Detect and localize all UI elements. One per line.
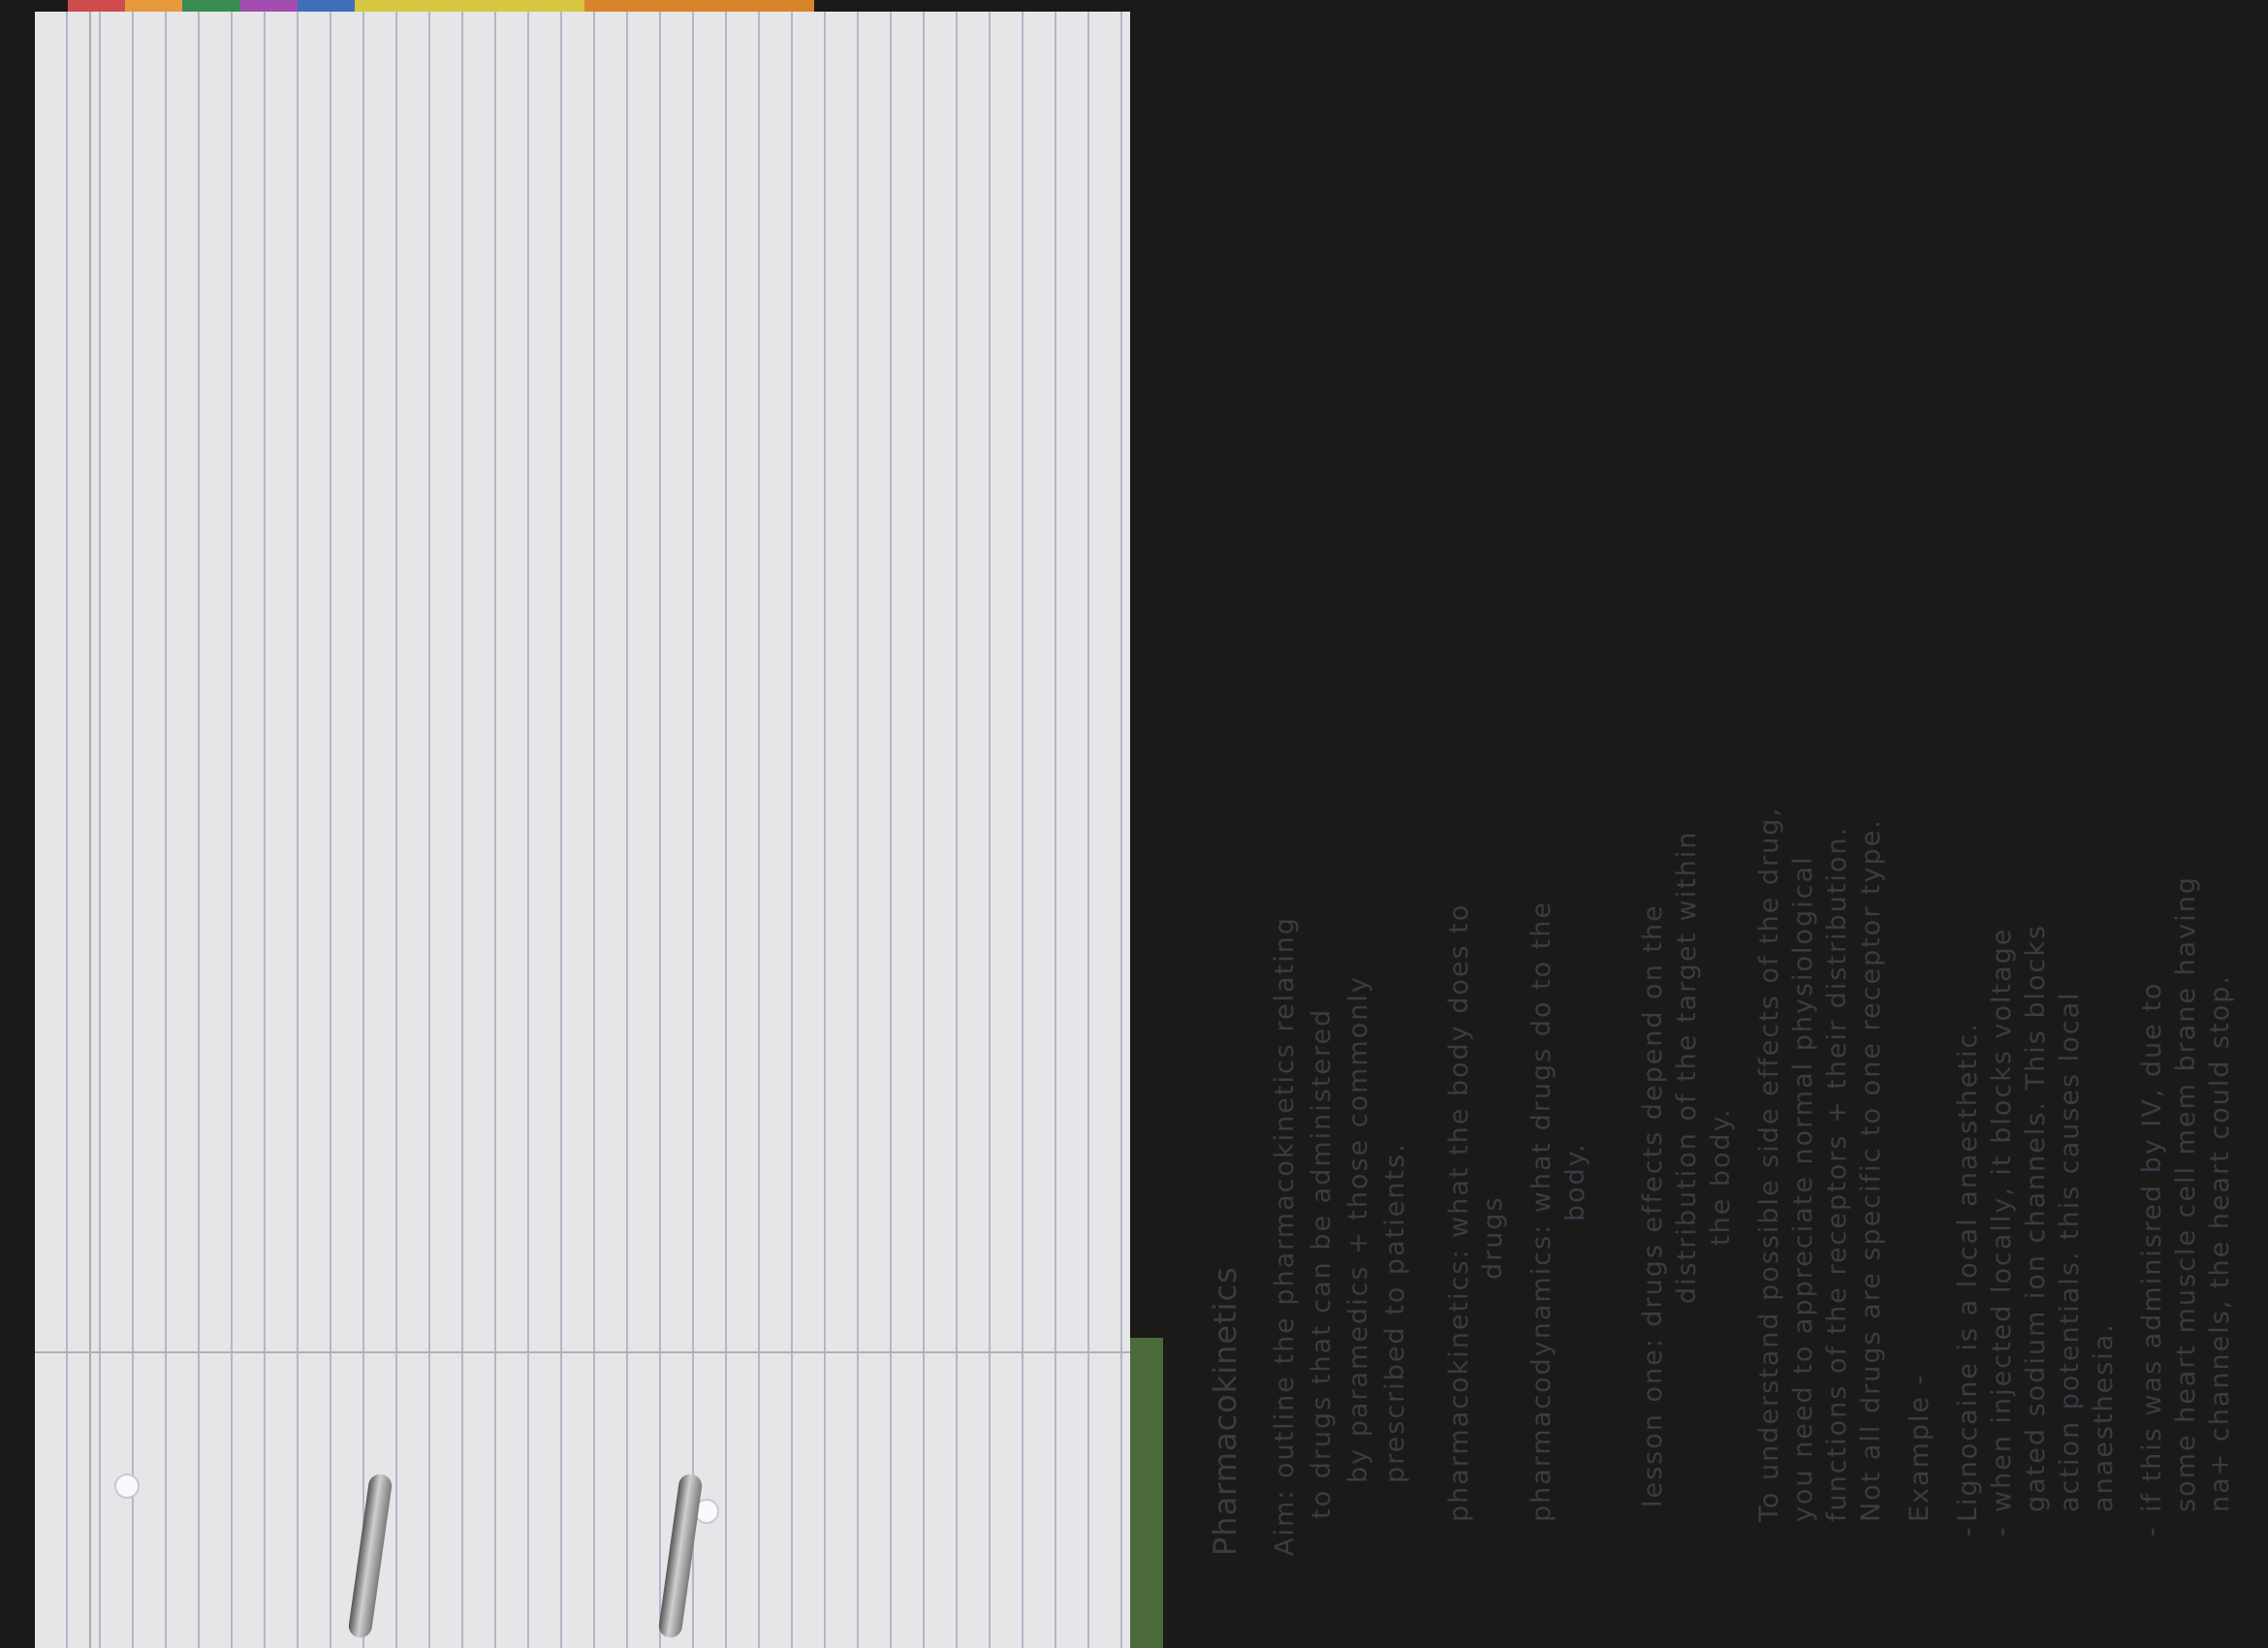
note-line: distribution of the target within (1672, 830, 1702, 1304)
note-line: drugs (1478, 1195, 1508, 1280)
page-edge-line (35, 1351, 1130, 1353)
note-line: by paramedics + those commonly (1343, 975, 1373, 1483)
note-line: some heart muscle cell mem brane having (2171, 875, 2201, 1512)
margin-line (89, 12, 91, 1648)
handwritten-notes (1153, 5, 2268, 1556)
note-line: when injected locally, it blocks voltage (1987, 927, 2017, 1512)
note-line: functions of the receptors + their distribution. (1822, 825, 1852, 1522)
bullet-dash: - (1953, 1527, 1983, 1537)
binder-ring-left (330, 1493, 436, 1648)
note-line: the body. (1706, 1107, 1736, 1246)
note-line: to drugs that can be administered (1307, 1007, 1337, 1519)
bullet-dash: - (2137, 1527, 2167, 1537)
note-line: Example - (1905, 1373, 1935, 1522)
note-line: pharmacodynamics: what drugs do to the (1527, 900, 1557, 1522)
note-line: body. (1560, 1142, 1591, 1221)
note-line: anaesthesia. (2089, 1322, 2119, 1512)
note-line: if this was adminisred by IV, due to (2137, 981, 2167, 1512)
note-line: prescribed to patients. (1380, 1142, 1410, 1483)
note-line: Aim: outline the pharmacokinetics relating (1270, 916, 1300, 1556)
binder-ring-right (640, 1493, 746, 1648)
note-line: pharmacokinetics: what the body does to (1444, 903, 1474, 1522)
note-line: lesson one: drugs effects depend on the (1638, 903, 1668, 1507)
note-line: gated sodium ion channels. This blocks (2021, 923, 2051, 1512)
note-line: you need to appreciate normal physiological (1788, 855, 1818, 1522)
note-line: action potentials. this causes local (2055, 991, 2085, 1512)
punch-hole-top (114, 1474, 140, 1499)
bullet-dash: - (1987, 1527, 2017, 1537)
page-title: Pharmacokinetics (1207, 1266, 1244, 1556)
note-line: To understand possible side effects of the drug, (1754, 806, 1784, 1522)
note-line: na+ channels, the heart could stop. (2205, 974, 2235, 1512)
note-line: Not all drugs are specific to one receptor type. (1856, 818, 1886, 1522)
notebook-page (35, 12, 1130, 1648)
note-line: Lignocaine is a local anaesthetic. (1953, 1022, 1983, 1522)
